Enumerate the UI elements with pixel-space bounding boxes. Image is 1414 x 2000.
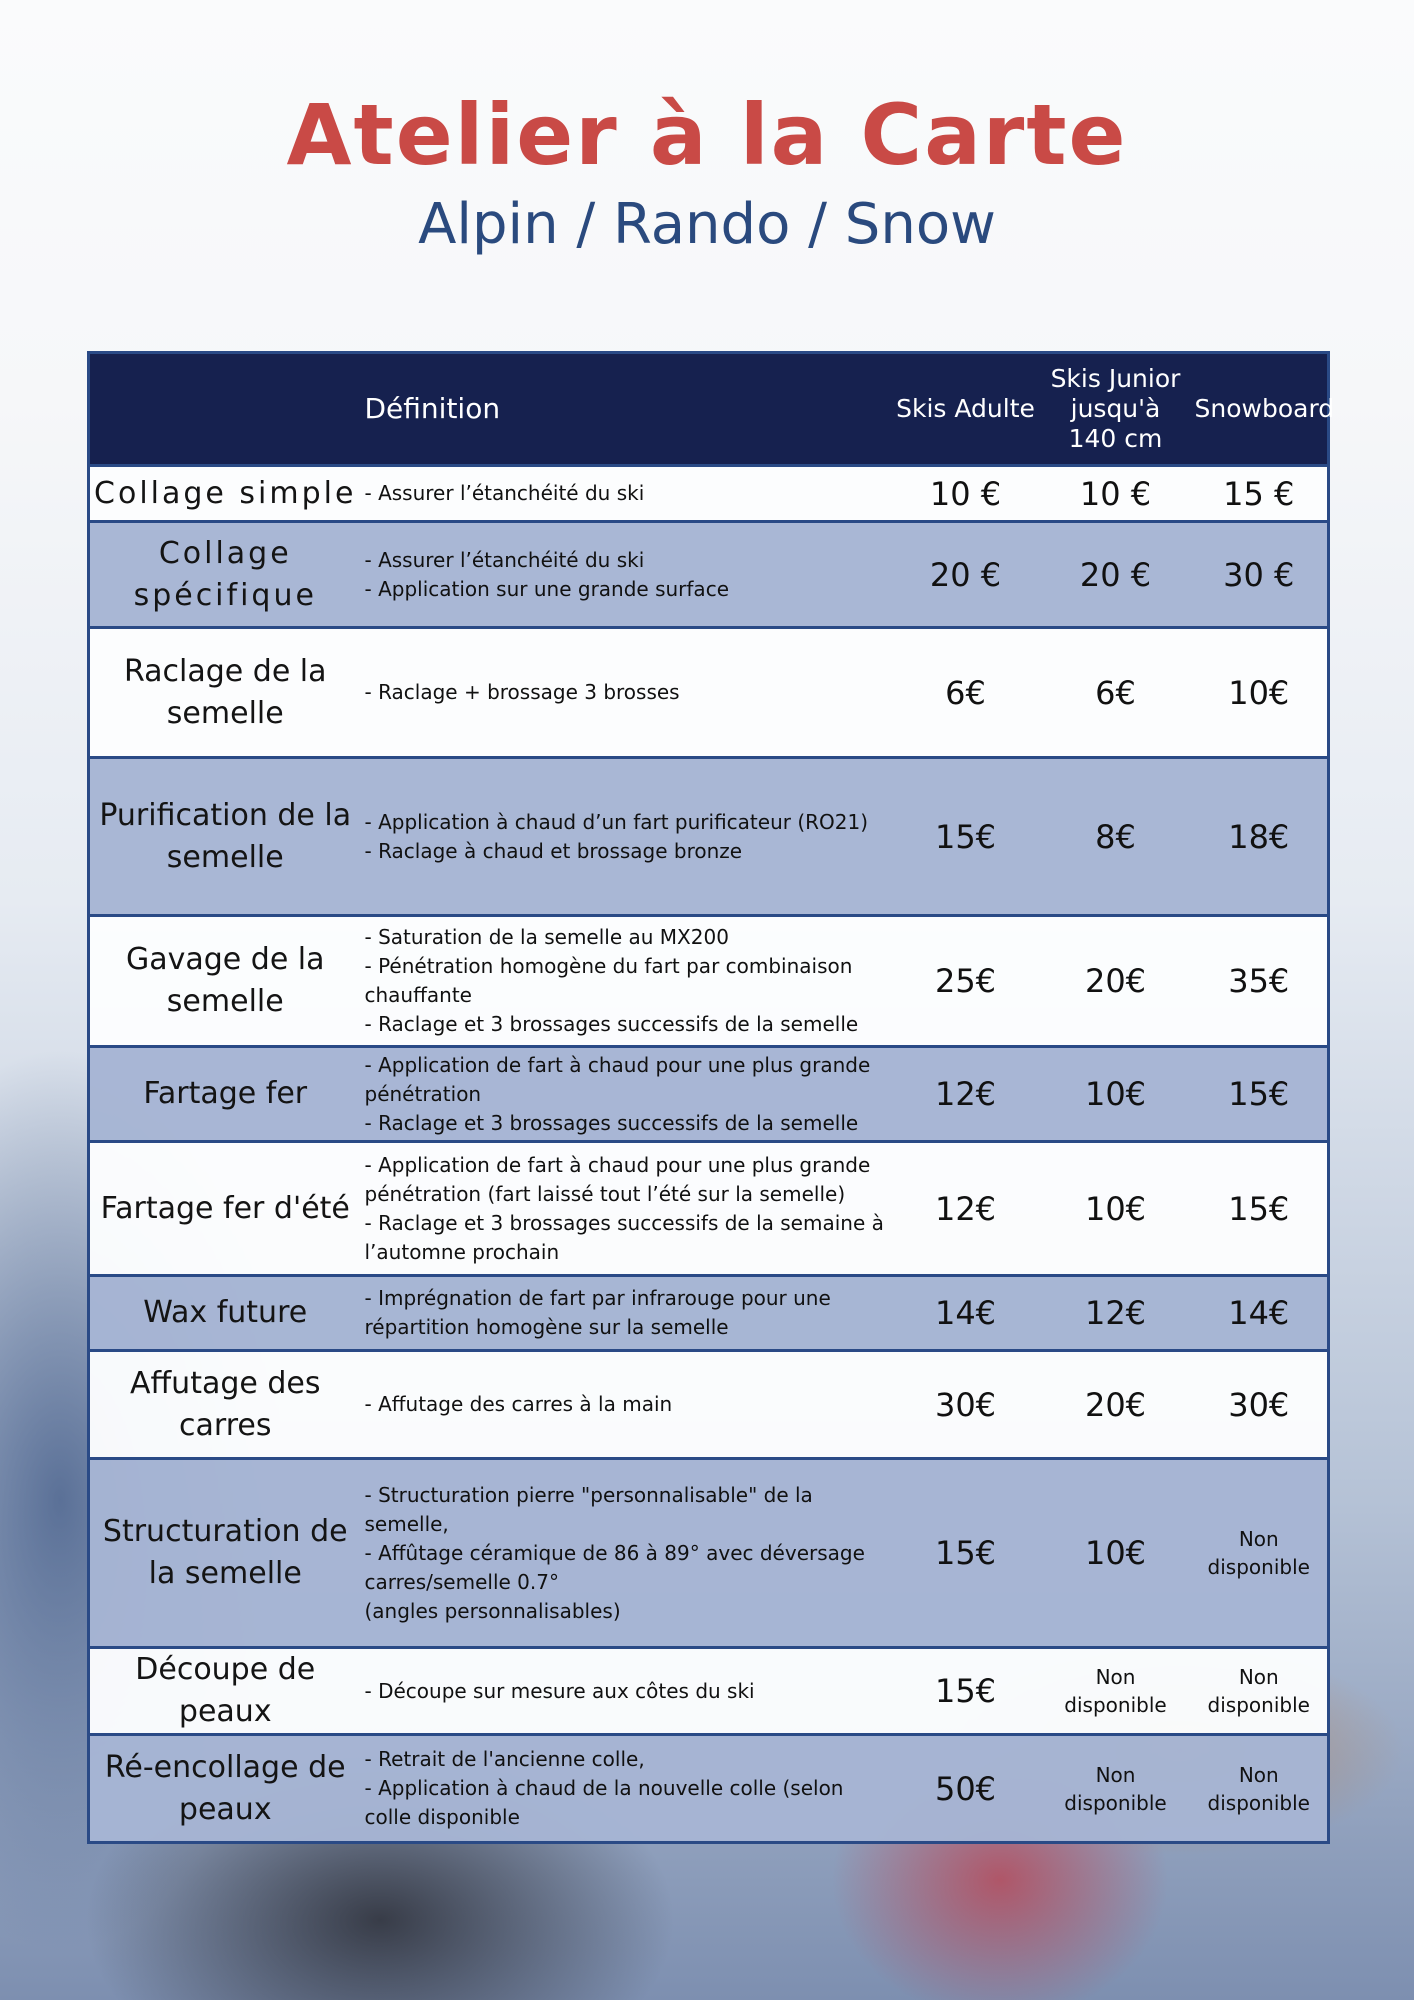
table-row	[89, 1142, 1329, 1276]
definition-line: - Application à chaud d’un fart purificateur (RO21)	[364, 809, 869, 834]
price-junior: 12€	[1084, 1294, 1147, 1332]
definition-line: - Raclage à chaud et brossage bronze	[364, 838, 743, 863]
price-snowboard: 10€	[1228, 673, 1290, 712]
col-header-snowboard: Snowboard	[1194, 394, 1335, 423]
definition-line: - Saturation de la semelle au MX200	[364, 925, 729, 949]
price-adult: 12€	[934, 1189, 997, 1228]
price-junior: 20€	[1084, 1385, 1147, 1424]
page-title: Atelier à la Carte	[286, 86, 1128, 184]
price-adult: 50€	[934, 1769, 997, 1808]
price-junior: Non disponible	[1064, 1665, 1167, 1717]
definition-line: - Assurer l’étanchéité du ski	[364, 481, 645, 505]
table-row	[89, 466, 1329, 522]
service-definition	[361, 1276, 891, 1351]
table-row	[89, 522, 1329, 628]
service-name: Wax future	[143, 1295, 308, 1330]
definition-line: - Structuration pierre "personnalisable" de la semelle,	[364, 1482, 813, 1536]
price-adult: 15€	[934, 1534, 997, 1572]
price-snowboard: 30 €	[1223, 555, 1295, 594]
price-snowboard: 30€	[1228, 1385, 1290, 1424]
table-row	[89, 1459, 1329, 1648]
price-snowboard: Non disponible	[1207, 1762, 1310, 1815]
table-row	[89, 1351, 1329, 1459]
price-adult: 15€	[934, 817, 997, 856]
price-adult: 6€	[945, 673, 986, 712]
price-adult: 12€	[934, 1075, 997, 1113]
price-snowboard: 35€	[1228, 962, 1290, 1000]
price-snowboard: Non disponible	[1207, 1665, 1310, 1717]
definition-line: - Raclage et 3 brossages successifs de la semaine à l’automne prochain	[364, 1210, 884, 1264]
table-row	[89, 916, 1329, 1047]
definition-line: - Application de fart à chaud pour une plus grande pénétration (fart laissé tout l’été sur la semelle)	[364, 1152, 871, 1206]
price-adult: 30€	[934, 1385, 997, 1424]
page-subtitle: Alpin / Rando / Snow	[418, 192, 996, 257]
price-snowboard: 18€	[1228, 817, 1290, 856]
price-junior: 10€	[1084, 1189, 1147, 1228]
price-junior: 10€	[1084, 1075, 1147, 1113]
service-name: Fartage fer d'été	[100, 1190, 350, 1226]
service-definition	[361, 466, 891, 522]
price-adult: 25€	[934, 962, 997, 1000]
price-junior: 20 €	[1079, 555, 1152, 594]
definition-line: - Affutage des carres à la main	[364, 1392, 673, 1416]
service-name: Découpe de peaux	[135, 1652, 316, 1729]
definition-line: - Application à chaud de la nouvelle colle (selon colle disponible	[364, 1776, 844, 1829]
col-header-definition: Définition	[364, 392, 501, 425]
definition-line: (angles personnalisables)	[364, 1598, 621, 1623]
definition-line: - Assurer l’étanchéité du ski	[364, 547, 645, 572]
service-name: Collage spécifique	[133, 535, 317, 613]
price-adult: 20 €	[929, 555, 1002, 594]
service-name: Gavage de la semelle	[125, 942, 325, 1019]
service-name: Fartage fer	[143, 1076, 308, 1111]
definition-line: - Affûtage céramique de 86 à 89° avec déversage carres/semelle 0.7°	[364, 1540, 865, 1594]
price-adult: 14€	[934, 1294, 997, 1332]
service-definition	[361, 1459, 891, 1648]
price-junior: 20€	[1084, 962, 1147, 1000]
definition-line: - Imprégnation de fart par infrarouge pour une répartition homogène sur la semelle	[364, 1286, 831, 1339]
table-row	[89, 1276, 1329, 1351]
service-definition	[361, 1648, 891, 1735]
price-snowboard: 15€	[1228, 1075, 1290, 1113]
price-junior: Non disponible	[1064, 1762, 1167, 1815]
definition-line: - Raclage et 3 brossages successifs de la semelle	[364, 1012, 859, 1036]
service-definition	[361, 628, 891, 758]
service-name: Ré-encollage de peaux	[104, 1749, 346, 1827]
table-row	[89, 1735, 1329, 1843]
table-row	[89, 758, 1329, 916]
price-junior: 6€	[1095, 673, 1136, 712]
price-table	[87, 351, 1335, 1844]
definition-line: - Raclage + brossage 3 brosses	[364, 680, 680, 704]
col-header-adult: Skis Adulte	[896, 394, 1035, 423]
service-definition	[361, 1351, 891, 1459]
service-definition	[361, 1142, 891, 1276]
table-row	[89, 1047, 1329, 1142]
service-definition	[361, 916, 891, 1047]
service-name: Purification de la semelle	[99, 797, 352, 875]
definition-line: - Pénétration homogène du fart par combinaison chauffante	[364, 954, 853, 1007]
definition-line: - Découpe sur mesure aux côtes du ski	[364, 1678, 755, 1703]
price-junior: 8€	[1095, 817, 1136, 856]
service-name: Raclage de la semelle	[123, 653, 327, 731]
price-adult: 15€	[934, 1672, 997, 1710]
service-definition	[361, 758, 891, 916]
definition-line: - Raclage et 3 brossages successifs de la semelle	[364, 1110, 859, 1135]
service-name: Collage simple	[94, 475, 357, 511]
service-name: Affutage des carres	[129, 1365, 321, 1443]
price-junior: 10€	[1084, 1534, 1147, 1572]
price-snowboard: Non disponible	[1207, 1527, 1310, 1579]
price-snowboard: 15€	[1228, 1189, 1290, 1228]
table-body	[89, 466, 1329, 1843]
col-header-service	[89, 353, 361, 466]
definition-line: - Retrait de l'ancienne colle,	[364, 1747, 645, 1771]
service-definition	[361, 522, 891, 628]
table-row	[89, 628, 1329, 758]
definition-line: - Application sur une grande surface	[364, 576, 729, 601]
price-snowboard: 15 €	[1223, 474, 1295, 513]
service-definition	[361, 1047, 891, 1142]
price-junior: 10 €	[1079, 474, 1152, 513]
col-header-junior: Skis Junior jusqu'à 140 cm	[1050, 364, 1181, 453]
definition-line: - Application de fart à chaud pour une plus grande pénétration	[364, 1052, 871, 1106]
price-adult: 10 €	[929, 474, 1002, 513]
table-header-row	[89, 353, 1329, 466]
price-snowboard: 14€	[1228, 1294, 1290, 1332]
service-definition	[361, 1735, 891, 1843]
table-row	[89, 1648, 1329, 1735]
service-name: Structuration de la semelle	[102, 1514, 348, 1591]
